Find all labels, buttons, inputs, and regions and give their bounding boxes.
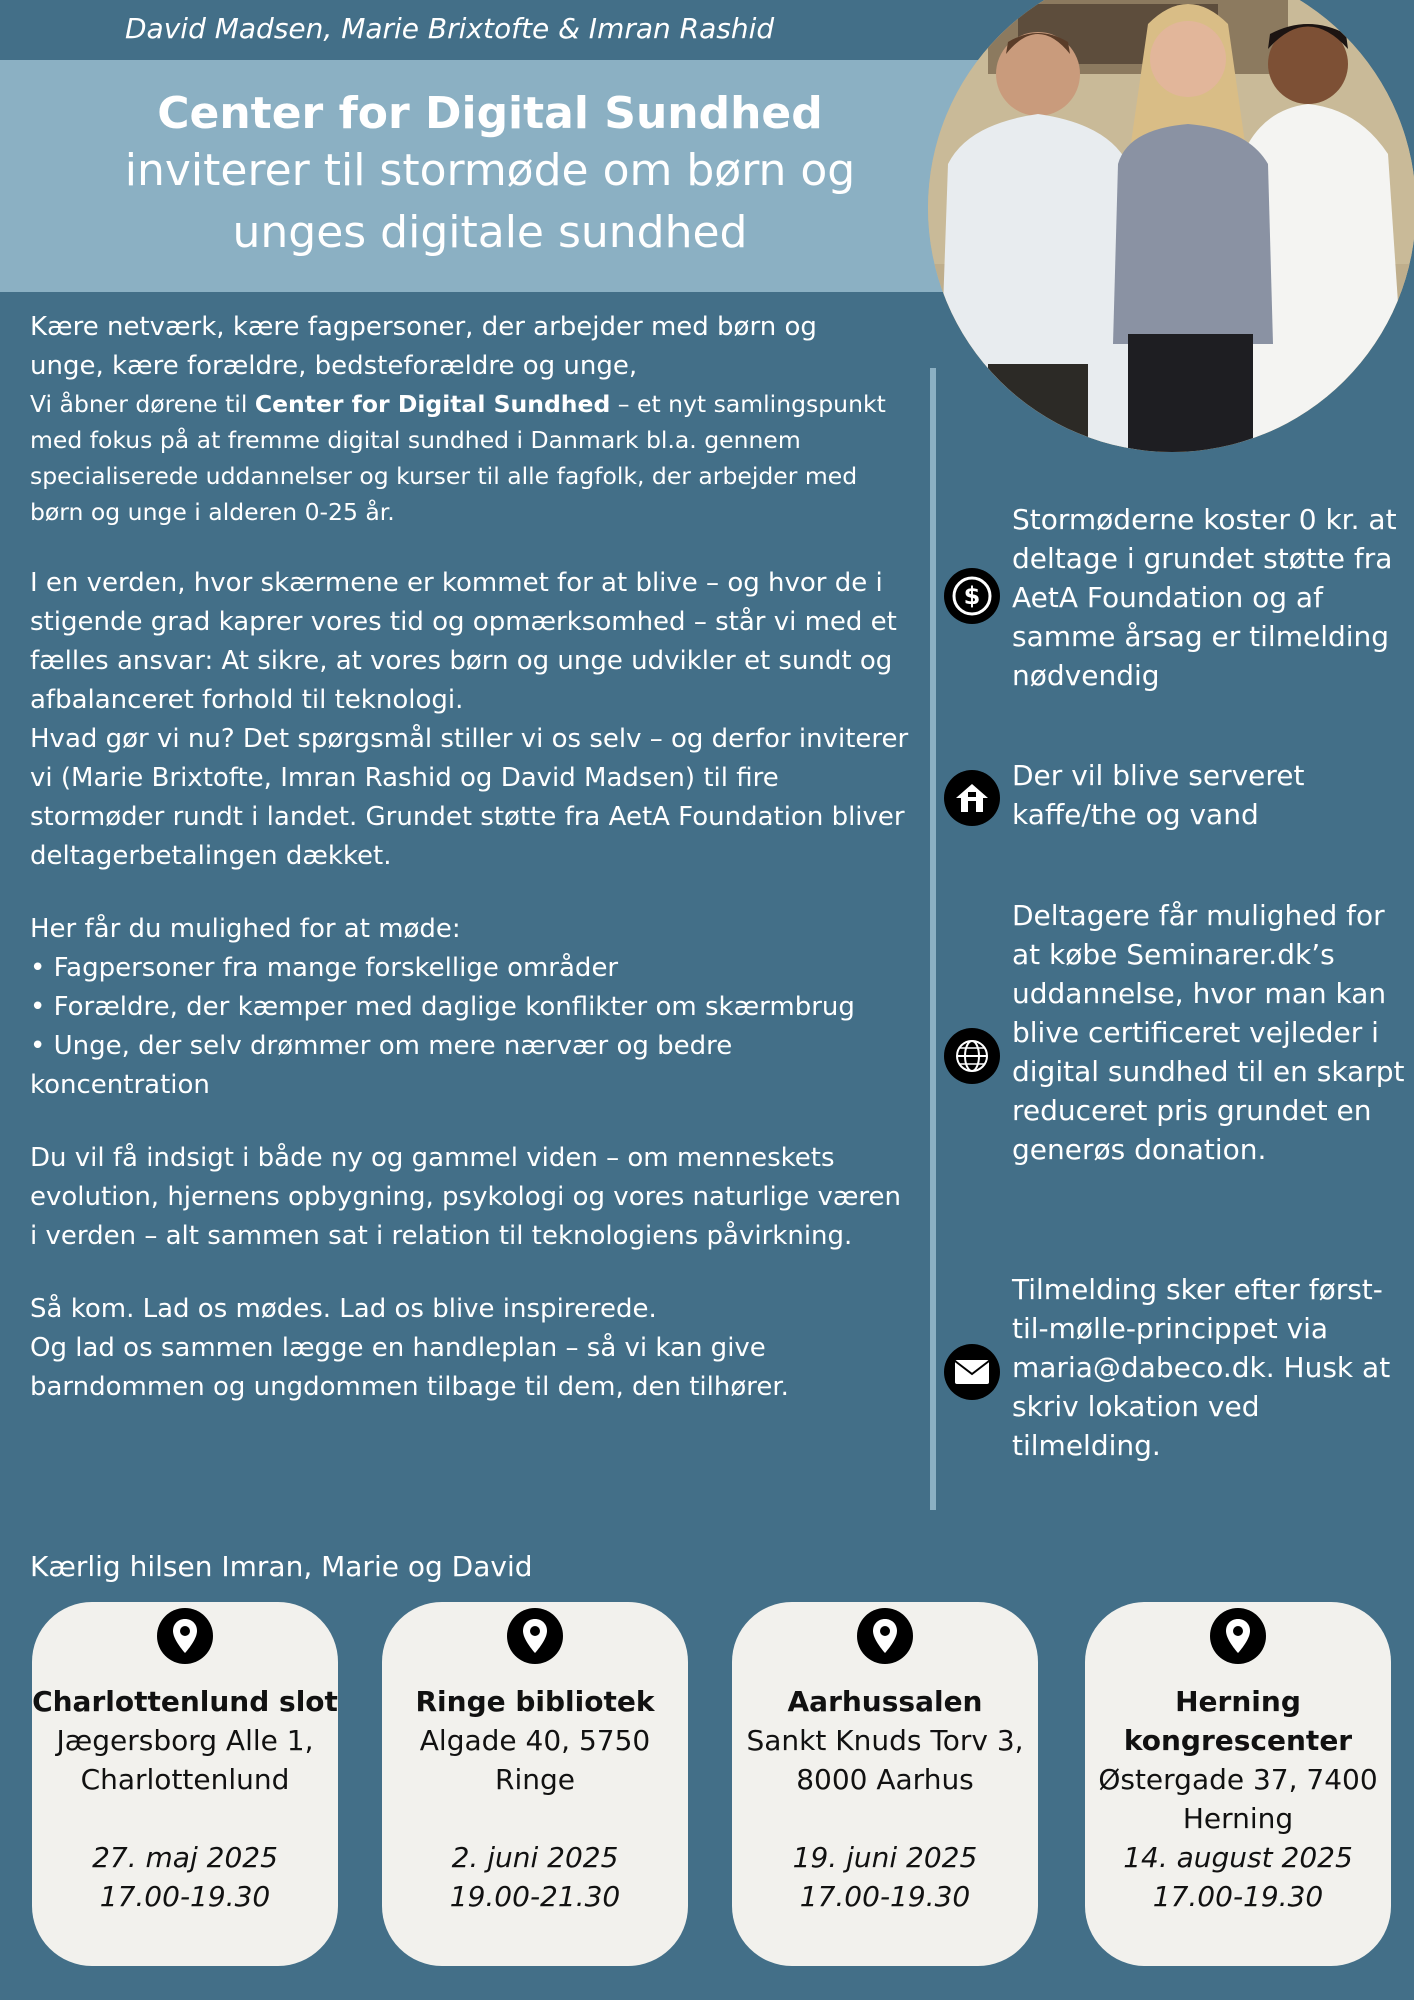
venue-time: 19.00-21.30 (449, 1880, 621, 1913)
title-bold: Center for Digital Sundhed (157, 88, 823, 139)
venue-card (32, 1602, 338, 1966)
location-pin-icon (857, 1608, 913, 1664)
center-name-bold: Center for Digital Sundhed (254, 390, 611, 418)
screens-paragraph: I en verden, hvor skærmene er kommet for at blive – og hvor de i stigende grad kaprer vores tid og opmærksomhed – står vi med et fælles ansvar: At sikre, at vores børn og unge udvikler et sundt og afbalanceret forhold til teknologi. (30, 568, 897, 715)
dollar-icon (944, 568, 1000, 624)
authors-line: David Madsen, Marie Brixtofte & Imran Rashid (125, 12, 775, 45)
presenters-photo-illustration (928, 0, 1414, 452)
center-paragraph-before: Vi åbner dørene til (30, 390, 255, 418)
venue-address: Jægersborg Alle 1, Charlottenlund (56, 1724, 314, 1796)
center-paragraph (30, 386, 910, 530)
what-now-paragraph: Hvad gør vi nu? Det spørgsmål stiller vi os selv – og derfor inviterer vi (Marie Brixtofte, Imran Rashid og David Madsen) til fire stormøder rundt i landet. Grundet støtte fra AetA Foundation bliver deltagerbetalingen dækket. (30, 724, 909, 871)
closing-line-2: Og lad os sammen lægge en handleplan – så vi kan give barndommen og ungdommen tilbage til dem, den tilhører. (30, 1333, 789, 1402)
envelope-icon (944, 1344, 1000, 1400)
venue-date: 27. maj 2025 (92, 1841, 278, 1874)
venue-time: 17.00-19.30 (99, 1880, 271, 1913)
venue-name: Herning kongrescenter (1123, 1685, 1353, 1757)
invitation-text (30, 308, 910, 1407)
venue-card (1085, 1602, 1391, 1966)
meet-heading: Her får du mulighed for at møde: (30, 914, 461, 944)
venue-address: Østergade 37, 7400 Herning (1098, 1763, 1378, 1835)
vertical-divider (930, 368, 936, 1510)
venue-time: 17.00-19.30 (1152, 1880, 1324, 1913)
globe-icon (944, 1028, 1000, 1084)
venue-address: Algade 40, 5750 Ringe (419, 1724, 651, 1796)
presenters-photo (928, 0, 1414, 452)
venue-date: 2. juni 2025 (451, 1841, 619, 1874)
list-item: • Fagpersoner fra mange forskellige områder (30, 953, 619, 983)
insight-paragraph: Du vil få indsigt i både ny og gammel viden – om menneskets evolution, hjernens opbygning, psykologi og vores naturlige væren i verden – alt sammen sat i relation til teknologiens påvirkning. (30, 1143, 902, 1251)
closing-line-1: Så kom. Lad os mødes. Lad os blive inspirerede. (30, 1294, 657, 1324)
list-item: • Unge, der selv drømmer om mere nærvær og bedre koncentration (30, 1031, 733, 1100)
venue-date: 14. august 2025 (1123, 1841, 1353, 1874)
venue-card (732, 1602, 1038, 1966)
info-course-text: Deltagere får mulighed for at købe Seminarer.dk’s uddannelse, hvor man kan blive certificeret vejleder i digital sundhed til en skarpt reduceret pris grundet en generøs donation. (1012, 899, 1405, 1166)
venue-address: Sankt Knuds Torv 3, 8000 Aarhus (746, 1724, 1024, 1796)
venue-name: Aarhussalen (787, 1685, 983, 1718)
info-refreshments-text: Der vil blive serveret kaffe/the og vand (1012, 759, 1305, 831)
title-line-2: inviterer til stormøde om børn og (124, 145, 856, 196)
svg-text:$: $ (963, 582, 981, 610)
intro-line-2: unge, kære forældre, bedsteforældre og unge, (30, 351, 638, 381)
intro-line-1: Kære netværk, kære fagpersoner, der arbejder med børn og (30, 312, 817, 342)
venue-card (382, 1602, 688, 1966)
greeting: Kærlig hilsen Imran, Marie og David (30, 1550, 533, 1583)
list-item: • Forældre, der kæmper med daglige konflikter om skærmbrug (30, 992, 855, 1022)
house-icon (944, 770, 1000, 826)
info-cost-text: Stormøderne koster 0 kr. at deltage i grundet støtte fra AetA Foundation og af samme årsag er tilmelding nødvendig (1012, 503, 1397, 692)
info-signup-text: Tilmelding sker efter først-til-mølle-princippet via maria@dabeco.dk. Husk at skriv lokation ved tilmelding. (1012, 1273, 1391, 1462)
venue-date: 19. juni 2025 (792, 1841, 978, 1874)
location-pin-icon (1210, 1608, 1266, 1664)
location-pin-icon (157, 1608, 213, 1664)
title-band (0, 60, 980, 292)
venue-time: 17.00-19.30 (799, 1880, 971, 1913)
center-paragraph-after: – et nyt samlingspunkt med fokus på at fremme digital sundhed i Danmark bl.a. gennem specialiserede uddannelser og kurser til alle fagfolk, der arbejder med børn og unge i alderen 0-25 år. (30, 390, 886, 526)
venue-name: Charlottenlund slot (32, 1685, 338, 1718)
venue-name: Ringe bibliotek (415, 1685, 655, 1718)
location-pin-icon (507, 1608, 563, 1664)
title-line-3: unges digitale sundhed (232, 207, 748, 258)
